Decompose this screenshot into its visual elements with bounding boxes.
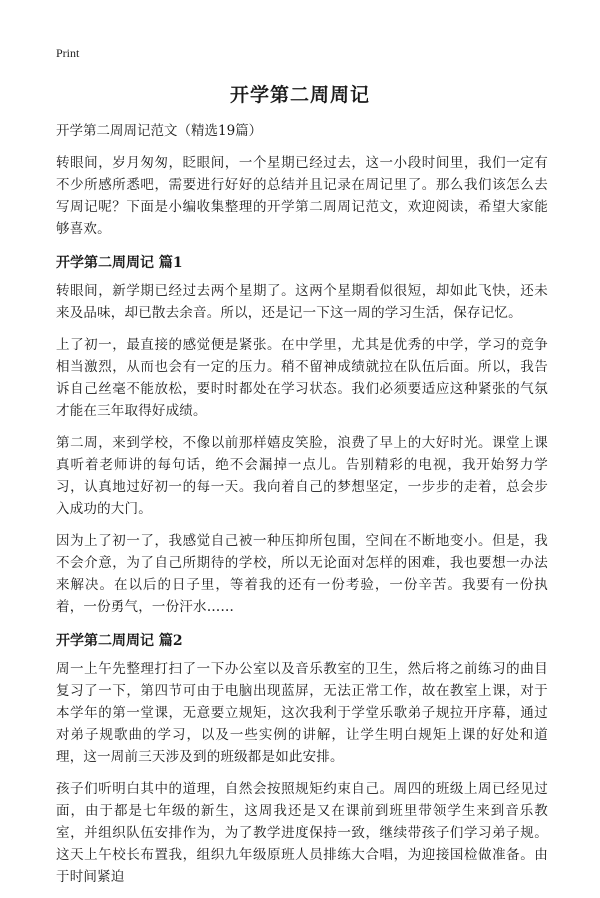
- print-label: Print: [56, 46, 80, 60]
- body-paragraph: 因为上了初一了，我感觉自己被一种压抑所包围，空间在不断地变小。但是，我不会介意，为了自己所期待的学校，所以无论面对怎样的困难，我也要想一办法来解决。在以后的日子里，等着我的还有一份考验，一份辛苦。我要有一份执着，一份勇气，一份汗水……: [56, 533, 548, 615]
- body-paragraph: 周一上午先整理打扫了一下办公室以及音乐教室的卫生，然后将之前练习的曲目复习了一下，第四节可由于电脑出现蓝屏，无法正常工作，故在教室上课，对于本学年的第一堂课，无意要立规矩，这次我利于学堂乐歌弟子规拉开序幕，通过对弟子规歌曲的学习，以及一些实例的讲解，让学生明白规矩上课的好处和道理，这一周前三天涉及到的班级都是如此安排。: [56, 661, 548, 765]
- intro-paragraph: 转眼间，岁月匆匆，眨眼间，一个星期已经过去，这一小段时间里，我们一定有不少所感所悉吧，需要进行好好的总结并且记录在周记里了。那么我们该怎么去写周记呢？下面是小编收集整理的开学第二周周记范文，欢迎阅读，希望大家能够喜欢。: [56, 155, 548, 237]
- body-paragraph: 孩子们听明白其中的道理，自然会按照规矩约束自己。周四的班级上周已经见过面，由于都是七年级的新生，这周我还是又在课前到班里带领学生来到音乐教室，并组织队伍安排作为，为了教学进度保持一致，继续带孩子们学习弟子规。这天上午校长布置我，组织九年级原班人员排练大合唱，为迎接国检做准备。由于时间紧迫: [56, 781, 548, 885]
- document-subtitle: 开学第二周周记范文（精选19篇）: [56, 123, 263, 139]
- body-paragraph: 上了初一，最直接的感觉便是紧张。在中学里，尤其是优秀的中学，学习的竞争相当激烈，从而也会有一定的压力。稍不留神成绩就拉在队伍后面。所以，我告诉自己丝毫不能放松，要时时都处在学习状态。我们必须要适应这种紧张的气氛才能在三年取得好成绩。: [56, 337, 548, 419]
- body-paragraph: 第二周，来到学校，不像以前那样嬉皮笑脸，浪费了早上的大好时光。课堂上课真听着老师讲的每句话，绝不会漏掉一点儿。告别精彩的电视，我开始努力学习，认真地过好初一的每一天。我向着自己的梦想坚定，一步步的走着，总会步入成功的大门。: [56, 435, 548, 517]
- body-paragraph: 转眼间，新学期已经过去两个星期了。这两个星期看似很短，却如此飞快，还未来及品味，却已散去余音。所以，还是记一下这一周的学习生活，保存记忆。: [56, 283, 548, 321]
- document-body: [56, 121, 548, 898]
- document-title: 开学第二周周记: [229, 84, 370, 106]
- section-heading: 开学第二周周记 篇1: [56, 255, 183, 271]
- section-heading: 开学第二周周记 篇2: [56, 633, 183, 649]
